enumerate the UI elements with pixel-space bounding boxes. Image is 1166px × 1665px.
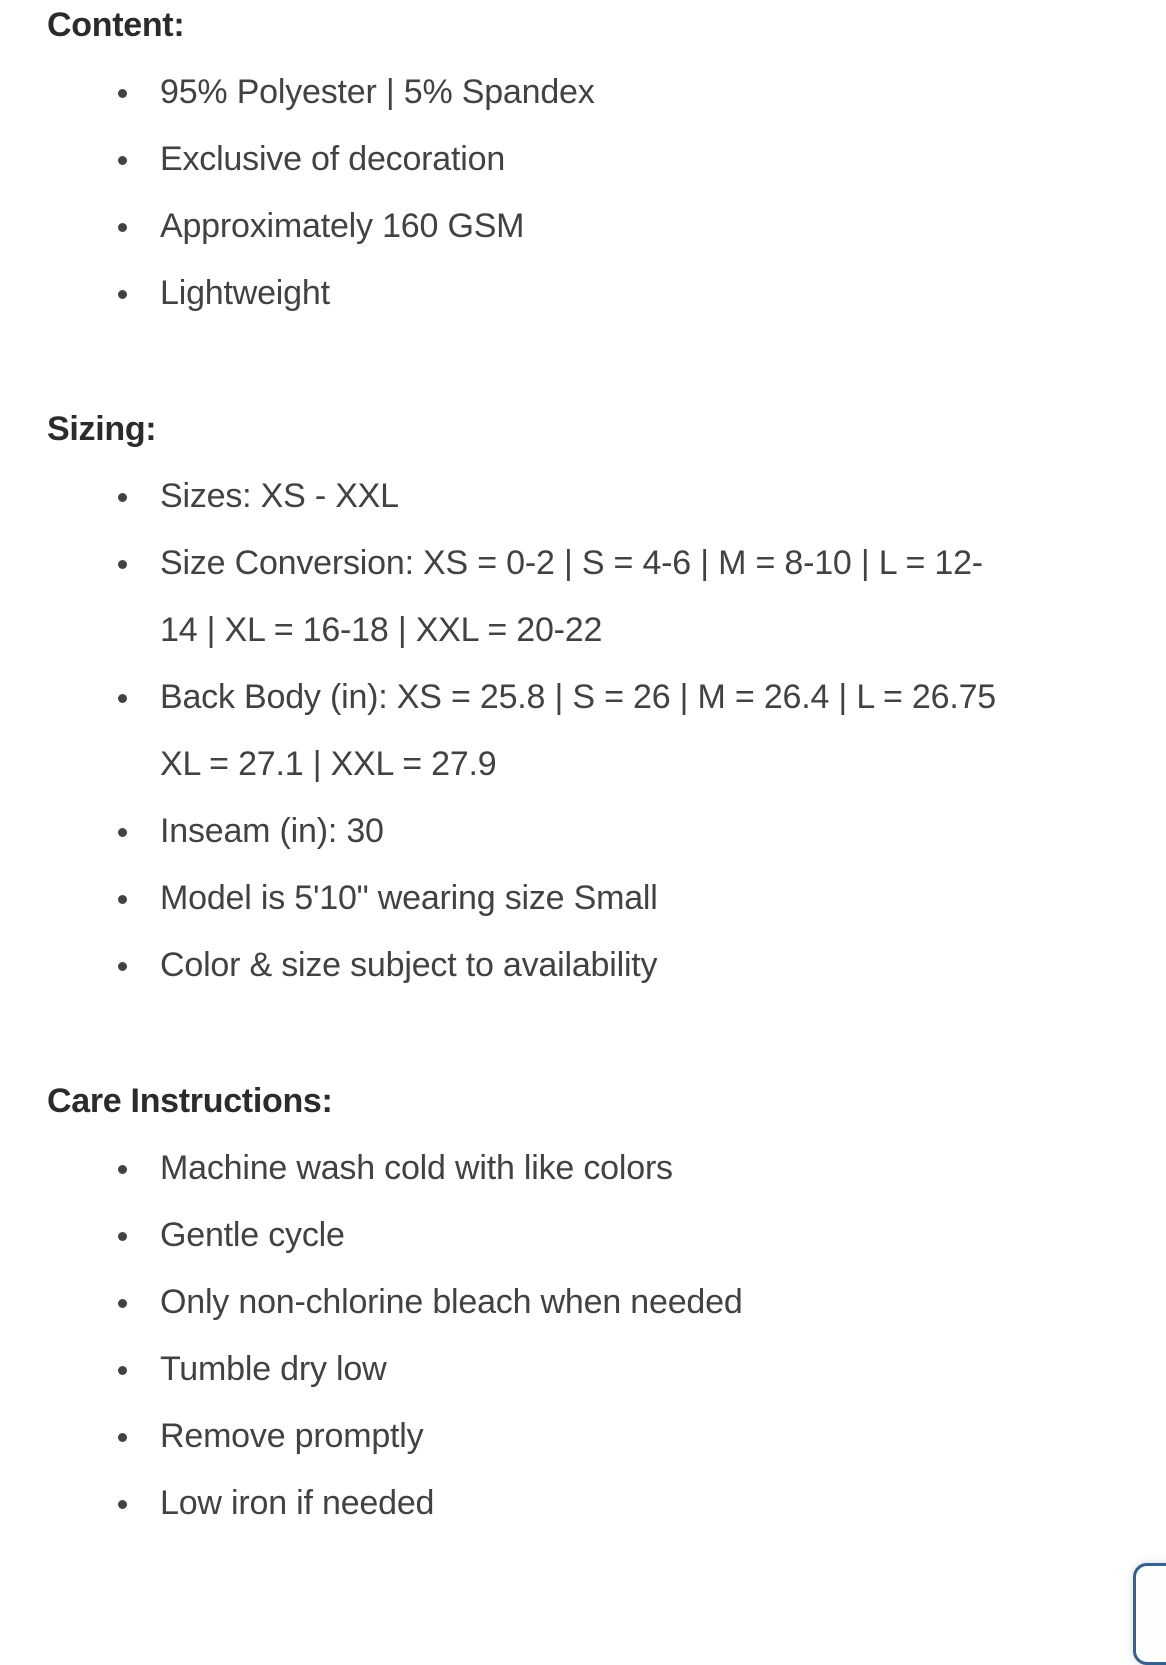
list-item (160, 530, 996, 664)
list-item-text: Machine wash cold with like colors (160, 1149, 673, 1187)
bullet-dot (118, 694, 127, 703)
bullet-dot (118, 962, 127, 971)
product-description (47, 0, 996, 1537)
list-item (160, 1470, 996, 1537)
bullet-dot (118, 223, 127, 232)
list-item (160, 126, 996, 193)
content-bullet-list (47, 59, 996, 327)
list-item (160, 664, 996, 798)
list-item-text: Approximately 160 GSM (160, 207, 525, 245)
list-item (160, 865, 996, 932)
list-item-text: 14 | XL = 16-18 | XXL = 20-22 (160, 611, 603, 649)
list-item-text: Tumble dry low (160, 1350, 387, 1388)
list-item-text: Model is 5'10" wearing size Small (160, 879, 658, 917)
section-content (47, 0, 996, 327)
list-item-text: Back Body (in): XS = 25.8 | S = 26 | M = 26.4 | L = 26.75 (160, 678, 996, 716)
list-item-text: Sizes: XS - XXL (160, 477, 399, 515)
list-item (160, 1269, 996, 1336)
list-item-text: Gentle cycle (160, 1216, 345, 1254)
bullet-dot (118, 1165, 127, 1174)
bullet-dot (118, 560, 127, 569)
list-item-text: Low iron if needed (160, 1484, 435, 1522)
bullet-dot (118, 1299, 127, 1308)
list-item (160, 260, 996, 327)
bullet-dot (118, 493, 127, 502)
list-item (160, 1202, 996, 1269)
bullet-dot (118, 290, 127, 299)
bullet-dot (118, 828, 127, 837)
list-item-text: Remove promptly (160, 1417, 424, 1455)
bullet-dot (118, 1500, 127, 1509)
list-item (160, 1336, 996, 1403)
bullet-dot (118, 1433, 127, 1442)
list-item (160, 798, 996, 865)
bullet-dot (118, 1366, 127, 1375)
section-care-instructions (47, 1068, 996, 1537)
list-item (160, 1403, 996, 1470)
list-item-text: Lightweight (160, 274, 330, 312)
list-item (160, 932, 996, 999)
list-item-text: Exclusive of decoration (160, 140, 506, 178)
sizing-bullet-list (47, 463, 996, 999)
care-bullet-list (47, 1135, 996, 1537)
list-item (160, 463, 996, 530)
list-item-text: Color & size subject to availability (160, 946, 658, 984)
chat-widget-button[interactable] (1133, 1563, 1166, 1665)
bullet-dot (118, 89, 127, 98)
list-item (160, 59, 996, 126)
bullet-dot (118, 1232, 127, 1241)
list-item-text: Only non-chlorine bleach when needed (160, 1283, 743, 1321)
section-heading-sizing: Sizing: (47, 410, 157, 448)
bullet-dot (118, 895, 127, 904)
list-item-text: Size Conversion: XS = 0-2 | S = 4-6 | M = 8-10 | L = 12- (160, 544, 983, 582)
list-item (160, 1135, 996, 1202)
list-item-text: XL = 27.1 | XXL = 27.9 (160, 745, 497, 783)
list-item-text: Inseam (in): 30 (160, 812, 384, 850)
list-item-text: 95% Polyester | 5% Spandex (160, 73, 595, 111)
list-item (160, 193, 996, 260)
section-heading-care: Care Instructions: (47, 1082, 333, 1120)
section-sizing (47, 396, 996, 999)
section-heading-content: Content: (47, 6, 185, 44)
bullet-dot (118, 156, 127, 165)
